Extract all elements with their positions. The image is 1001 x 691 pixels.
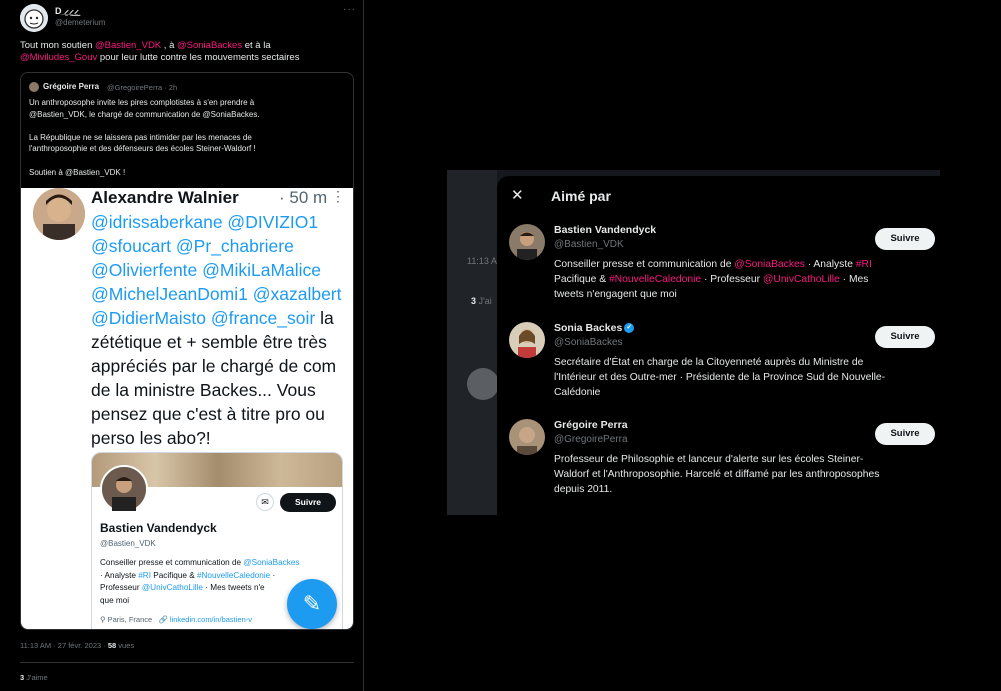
tweet-text-part: pour leur lutte contre les mouvements sectaires (97, 52, 300, 63)
liked-by-screenshot (447, 170, 940, 515)
mention-line: @MichelJeanDomi1 @xazalbert (91, 284, 342, 304)
screenshot-author-name: Alexandre Walnier (91, 188, 239, 207)
bg-timestamp: 11:13 A (467, 256, 497, 266)
bio-link: @UnivCathoLille (141, 583, 203, 592)
display-name[interactable]: D_̷̱_̷̱ ͟͟ ̷̱ (55, 6, 77, 16)
user-name-text: Sonia Backes (554, 322, 623, 334)
bio-text: · Professeur (701, 274, 763, 285)
user-name[interactable]: Bastien Vandendyck (554, 224, 657, 236)
background-tweet (447, 170, 497, 515)
user-bio (554, 257, 924, 302)
mention-link[interactable]: @SoniaBackes (177, 40, 243, 51)
compose-feather-icon: ✎ (287, 579, 337, 629)
avatar[interactable] (509, 322, 545, 358)
body-text: la (315, 308, 334, 328)
card-link: linkedin.com/in/bastien-v (169, 615, 252, 624)
mention-line: @DidierMaisto @france_soir (91, 308, 316, 328)
close-icon[interactable]: ✕ (511, 187, 524, 204)
user-handle[interactable]: @Bastien_VDK (554, 239, 624, 250)
bio-text: · Analyste (804, 259, 856, 270)
bg-likes-label: J'ai (476, 296, 492, 306)
mention-line: @idrissaberkane @DIVIZIO1 (91, 212, 319, 232)
tweet-text-part: et à la (242, 40, 271, 51)
user-handle[interactable]: @GregoirePerra (554, 434, 628, 445)
avatar[interactable] (509, 224, 545, 260)
follow-button[interactable]: Suivre (875, 326, 935, 348)
bio-line: Waldorf et l'Anthroposophie. Harcelé et diffamé par les anthroposophes (554, 469, 880, 480)
more-options-icon: ⋮ (331, 188, 345, 204)
likes-count: 3 (20, 673, 25, 682)
bio-line: l'Intérieur et des Outre-mer · Présidente de la Province Sud de Nouvelle- (554, 372, 886, 383)
user-name[interactable] (554, 322, 634, 334)
avatar[interactable] (509, 419, 545, 455)
bio-link[interactable]: #NouvelleCaledonie (608, 274, 702, 285)
body-line: appréciés par le chargé de com (91, 356, 337, 376)
screenshot-avatar (33, 188, 85, 240)
divider (20, 662, 354, 663)
screenshot-time: · 50 m (279, 188, 328, 207)
body-line: perso les abo?! (91, 428, 211, 448)
quote-text (29, 97, 347, 178)
quote-author-handle: @GregoirePerra · 2h (107, 83, 178, 92)
likes-label: J'aime (24, 673, 48, 682)
link-icon: 🔗 (154, 615, 170, 624)
timestamp-text: 11:13 AM · 27 févr. 2023 · (20, 641, 108, 650)
body-line: pensez que c'est à titre pro ou (91, 404, 325, 424)
user-handle[interactable]: @demeterium (55, 18, 106, 27)
user-bio (554, 355, 924, 400)
bio-link: @SoniaBackes (243, 558, 300, 567)
bg-likes (471, 296, 492, 306)
mention-line: @sfoucart @Pr_chabriere (91, 236, 294, 256)
location-icon: ⚲ (100, 615, 108, 624)
card-name: Bastien Vandendyck (100, 521, 217, 535)
bg-likes-count: 3 (471, 296, 477, 306)
views-label: vues (116, 641, 135, 650)
bio-line: Professeur de Philosophie et lanceur d'alerte sur les écoles Steiner- (554, 454, 864, 465)
bio-text: que moi (100, 595, 130, 605)
mention-link[interactable]: @Bastien_VDK (95, 40, 162, 51)
likes-link[interactable] (20, 673, 48, 682)
user-bio (554, 452, 924, 497)
bio-text: tweets n'engagent que moi (554, 289, 677, 300)
quote-line: La République ne se laissera pas intimider par les menaces de (29, 132, 252, 142)
liked-by-modal (497, 176, 940, 515)
tweet-text-part: , à (161, 40, 177, 51)
card-handle: @Bastien_VDK (100, 539, 156, 548)
more-options-icon[interactable]: ··· (343, 4, 356, 15)
screenshot-body (91, 210, 351, 450)
bio-line: depuis 2011. (554, 484, 613, 495)
card-location: Paris, France (107, 615, 153, 624)
bio-text: Pacifique & (150, 570, 197, 580)
views-count: 58 (107, 641, 117, 650)
card-follow-button: Suivre (280, 493, 336, 512)
quote-line: Soutien à @Bastien_VDK ! (29, 167, 126, 177)
bio-link: #RI (138, 570, 151, 580)
embedded-screenshot (21, 188, 354, 630)
mail-icon: ✉ (256, 493, 274, 511)
bio-text: · (270, 570, 276, 580)
verified-badge-icon: ✓ (624, 323, 634, 333)
tweet-text-part: Tout mon soutien (20, 40, 95, 51)
mention-line: @Olivierfente @MikiLaMalice (91, 260, 322, 280)
card-location-row (100, 615, 252, 624)
bio-link[interactable]: @UnivCathoLille (762, 274, 840, 285)
quote-avatar (29, 82, 39, 92)
tweet-text (20, 40, 350, 64)
quote-line: Un anthroposophe invite les pires complotistes à s'en prendre à (29, 98, 255, 107)
quote-author-name: Grégoire Perra (43, 82, 100, 91)
bio-line: Secrétaire d'État en charge de la Citoyenneté auprès du Ministre de (554, 357, 864, 368)
user-name[interactable]: Grégoire Perra (554, 419, 628, 431)
tweet-panel (0, 0, 364, 691)
bio-text: · Mes tweets n'e (202, 583, 265, 592)
avatar-image (20, 4, 48, 32)
bio-link[interactable]: #RI (855, 259, 872, 270)
follow-button[interactable]: Suivre (875, 423, 935, 445)
user-handle[interactable]: @SoniaBackes (554, 337, 623, 348)
body-line: de la ministre Backes... Vous (91, 380, 316, 400)
profile-avatar (100, 465, 148, 513)
bg-avatar (467, 368, 499, 400)
bio-text: Professeur (100, 583, 142, 592)
mention-link[interactable]: @Miviludes_Gouv (20, 52, 98, 63)
quote-line: l'anthroposophie et des défenseurs des écoles Steiner-Waldorf ! (29, 144, 256, 154)
bio-link[interactable]: @SoniaBackes (734, 259, 805, 270)
tweet-timestamp[interactable] (20, 641, 134, 650)
quote-line: @Bastien_VDK, le chargé de communication de @SoniaBackes. (29, 109, 260, 119)
bio-text: Conseiller presse et communication de (100, 558, 244, 567)
quoted-tweet[interactable] (20, 72, 354, 630)
bio-text: · Mes (839, 274, 869, 285)
follow-button[interactable]: Suivre (875, 228, 935, 250)
bio-link: #NouvelleCaledonie (196, 570, 271, 580)
bio-line: Calédonie (554, 387, 601, 398)
modal-title: Aimé par (551, 188, 611, 204)
bio-text: Pacifique & (554, 274, 609, 285)
avatar[interactable] (20, 4, 48, 32)
bio-text: · Analyste (100, 570, 139, 580)
body-line: zététique et + semble être très (91, 332, 327, 352)
bio-text: Conseiller presse et communication de (554, 259, 735, 270)
